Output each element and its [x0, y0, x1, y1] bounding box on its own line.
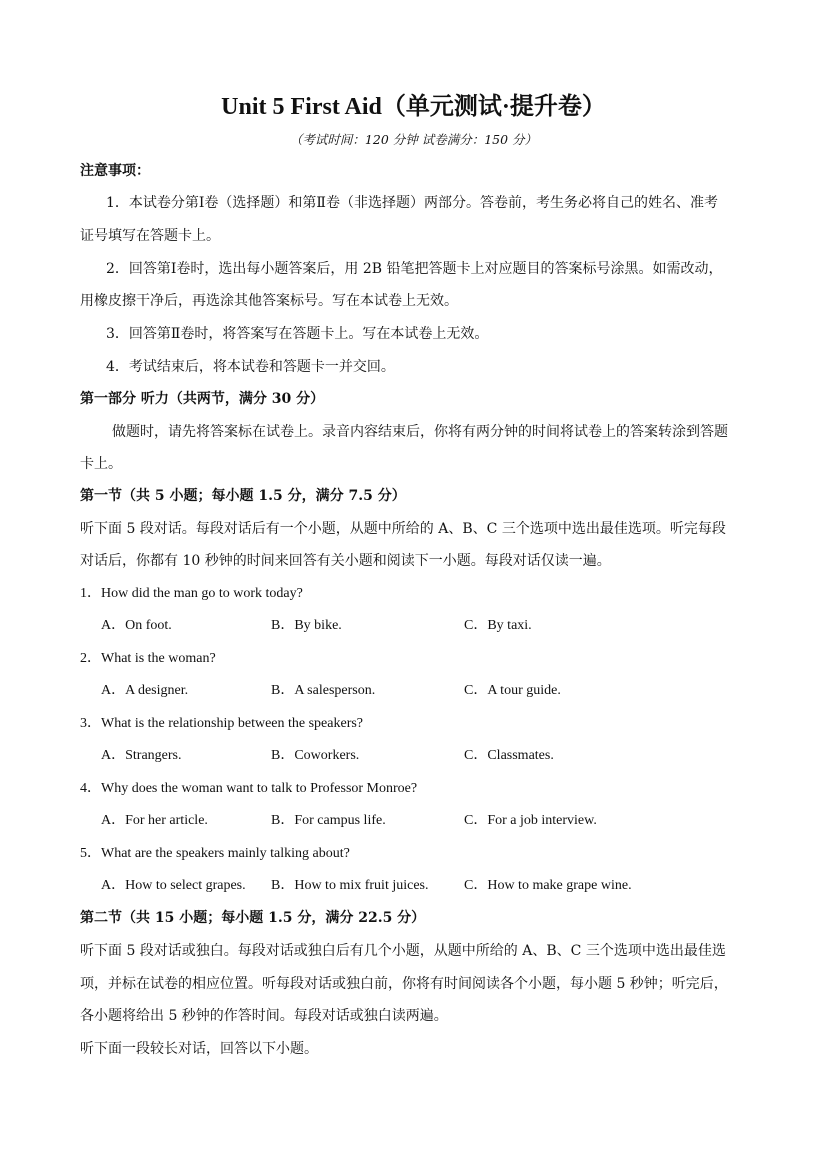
notice-line: 证号填写在答题卡上。 — [80, 228, 220, 244]
notice-line: 用橡皮擦干净后，再选涂其他答案标号。写在本试卷上无效。 — [80, 293, 458, 309]
part1-intro-line: 卡上。 — [80, 456, 122, 472]
notice-line: 4．考试结束后，将本试卷和答题卡一并交回。 — [106, 359, 395, 375]
section1-instruction-line: 对话后，你都有 10 秒钟的时间来回答有关小题和阅读下一小题。每段对话仅读一遍。 — [80, 553, 611, 569]
section2-instruction-line: 听下面 5 段对话或独白。每段对话或独白后有几个小题，从题中所给的 A、B、C 三个选项中选出最佳选 — [80, 943, 726, 959]
option-c: C．A tour guide. — [464, 683, 561, 698]
question-stem: 5．What are the speakers mainly talking about? — [80, 846, 350, 861]
exam-info: （考试时间：120 分钟 试卷满分：150 分） — [289, 132, 538, 147]
option-c: C．Classmates. — [464, 748, 554, 763]
option-b: B．Coworkers. — [271, 748, 360, 763]
section1-instruction-line: 听下面 5 段对话。每段对话后有一个小题，从题中所给的 A、B、C 三个选项中选出最佳选项。听完每段 — [80, 521, 726, 537]
option-c: C．By taxi. — [464, 618, 532, 633]
option-c: C．For a job interview. — [464, 813, 597, 828]
option-c: C．How to make grape wine. — [464, 878, 632, 893]
section2-instruction-line: 各小题将给出 5 秒钟的作答时间。每段对话或独白读两遍。 — [80, 1008, 448, 1024]
question-stem: 1．How did the man go to work today? — [80, 586, 303, 601]
part1-intro-line: 做题时，请先将答案标在试卷上。录音内容结束后，你将有两分钟的时间将试卷上的答案转涂到答题 — [112, 424, 728, 440]
notice-line: 1．本试卷分第Ⅰ卷（选择题）和第Ⅱ卷（非选择题）两部分。答卷前，考生务必将自己的姓名、准考 — [106, 195, 718, 211]
option-a: A．How to select grapes. — [101, 878, 246, 893]
option-b: B．A salesperson. — [271, 683, 376, 698]
part1-heading: 第一部分 听力（共两节，满分 30 分） — [80, 391, 325, 407]
section1-heading: 第一节（共 5 小题；每小题 1.5 分，满分 7.5 分） — [80, 488, 406, 504]
option-b: B．By bike. — [271, 618, 342, 633]
section2-instruction-line: 听下面一段较长对话，回答以下小题。 — [80, 1041, 318, 1057]
section2-instruction-line: 项，并标在试卷的相应位置。听每段对话或独白前，你将有时间阅读各个小题，每小题 5 秒钟；听完后， — [80, 976, 728, 992]
section2-heading: 第二节（共 15 小题；每小题 1.5 分，满分 22.5 分） — [80, 910, 426, 926]
question-stem: 3．What is the relationship between the speakers? — [80, 716, 364, 731]
option-b: B．How to mix fruit juices. — [271, 878, 429, 893]
question-stem: 4．Why does the woman want to talk to Professor Monroe? — [80, 781, 418, 796]
notice-heading: 注意事项： — [80, 163, 150, 179]
option-a: A．Strangers. — [101, 748, 182, 763]
option-b: B．For campus life. — [271, 813, 386, 828]
notice-line: 3．回答第Ⅱ卷时，将答案写在答题卡上。写在本试卷上无效。 — [106, 326, 489, 342]
question-stem: 2．What is the woman? — [80, 651, 216, 666]
option-a: A．On foot. — [101, 618, 172, 633]
notice-line: 2．回答第Ⅰ卷时，选出每小题答案后，用 2B 铅笔把答题卡上对应题目的答案标号涂黑。如需改动， — [106, 261, 723, 277]
option-a: A．For her article. — [101, 813, 208, 828]
option-a: A．A designer. — [101, 683, 189, 698]
page-title: Unit 5 First Aid（单元测试·提升卷） — [221, 94, 606, 120]
